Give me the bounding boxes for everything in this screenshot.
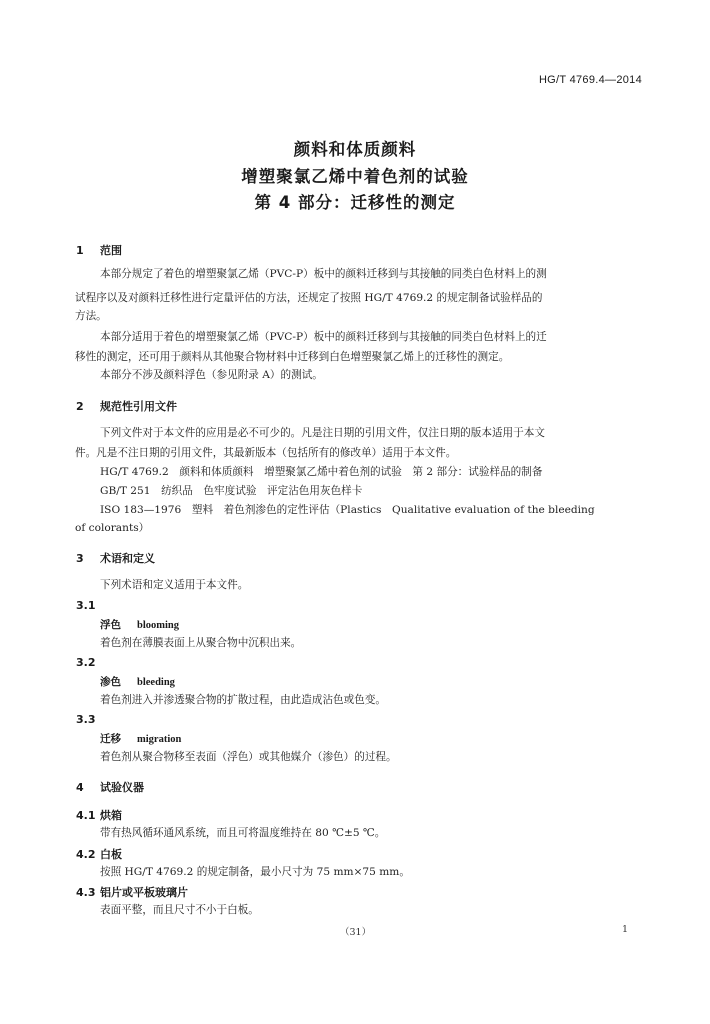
section-3-intro: 下列术语和定义适用于本文件。 xyxy=(100,579,249,591)
document-title-line1: 颜料和体质颜料 xyxy=(293,140,417,159)
footer-sequence: （31） xyxy=(340,927,372,938)
section-1-para2-line1: 本部分适用于着色的增塑聚氯乙烯（PVC-P）板中的颜料迁移到与其接触的同类白色材料上的迁 xyxy=(100,331,547,343)
section-2-heading xyxy=(76,398,177,414)
item-title: 烘箱 xyxy=(100,809,122,822)
item-4-2-heading xyxy=(76,846,122,862)
item-number: 4.1 xyxy=(76,809,96,822)
section-title: 试验仪器 xyxy=(100,781,144,794)
section-1-para1-line2: 试程序以及对颜料迁移性进行定量评估的方法，还规定了按照 HG/T 4769.2 的规定制备试验样品的 xyxy=(75,292,543,304)
item-title: 白板 xyxy=(100,848,122,861)
section-1-para1-line3: 方法。 xyxy=(75,310,107,322)
item-4-2-text: 按照 HG/T 4769.2 的规定制备，最小尺寸为 75 mm×75 mm。 xyxy=(100,866,410,878)
term-en: bleeding xyxy=(137,677,175,688)
term-blooming xyxy=(100,617,179,632)
document-title-line3: 第 4 部分：迁移性的测定 xyxy=(254,193,456,212)
term-bleeding xyxy=(100,674,175,689)
section-number: 4 xyxy=(76,781,84,794)
term-definition: 着色剂进入并渗透聚合物的扩散过程，由此造成沾色或色变。 xyxy=(100,694,387,706)
item-number: 4.2 xyxy=(76,848,96,861)
page-number: 1 xyxy=(622,924,629,935)
section-number: 2 xyxy=(76,400,84,413)
standard-code: HG/T 4769.4—2014 xyxy=(538,74,642,86)
section-1-para3: 本部分不涉及颜料浮色（参见附录 A）的测试。 xyxy=(100,369,323,381)
reference-hgt-4769-2: HG/T 4769.2 颜料和体质颜料 增塑聚氯乙烯中着色剂的试验 第 2 部分：试验样品的制备 xyxy=(100,466,543,478)
term-definition: 着色剂从聚合物移至表面（浮色）或其他媒介（渗色）的过程。 xyxy=(100,751,397,763)
section-4-heading xyxy=(76,779,144,795)
document-title-line2: 增塑聚氯乙烯中着色剂的试验 xyxy=(241,167,469,186)
section-3-heading xyxy=(76,550,155,566)
term-number: 3.3 xyxy=(76,713,96,726)
section-title: 术语和定义 xyxy=(100,552,155,565)
section-number: 3 xyxy=(76,552,84,565)
term-number: 3.1 xyxy=(76,599,96,612)
reference-iso-183-line1: ISO 183—1976 塑料 着色剂渗色的定性评估（Plastics Qualitative evaluation of the bleeding xyxy=(100,504,595,516)
term-cn: 浮色 xyxy=(100,619,121,631)
term-cn: 迁移 xyxy=(100,733,121,745)
term-definition: 着色剂在薄膜表面上从聚合物中沉积出来。 xyxy=(100,637,302,649)
section-1-heading xyxy=(76,242,122,258)
item-4-1-text: 带有热风循环通风系统，而且可将温度维持在 80 ℃±5 ℃。 xyxy=(100,827,386,839)
term-cn: 渗色 xyxy=(100,676,121,688)
section-1-para1-line1: 本部分规定了着色的增塑聚氯乙烯（PVC-P）板中的颜料迁移到与其接触的同类白色材料上的测 xyxy=(100,268,547,280)
term-number: 3.2 xyxy=(76,656,96,669)
term-migration xyxy=(100,731,181,746)
section-title: 规范性引用文件 xyxy=(100,400,177,413)
section-2-para1-line1: 下列文件对于本文件的应用是必不可少的。凡是注日期的引用文件，仅注日期的版本适用于本文 xyxy=(100,427,545,439)
section-number: 1 xyxy=(76,244,84,257)
reference-gbt-251: GB/T 251 纺织品 色牢度试验 评定沾色用灰色样卡 xyxy=(100,485,363,497)
term-en: blooming xyxy=(137,620,180,631)
item-number: 4.3 xyxy=(76,886,96,899)
reference-iso-183-line2: of colorants） xyxy=(75,522,150,534)
item-title: 铝片或平板玻璃片 xyxy=(100,886,188,899)
item-4-1-heading xyxy=(76,807,122,823)
section-title: 范围 xyxy=(100,244,122,257)
item-4-3-text: 表面平整，而且尺寸不小于白板。 xyxy=(100,904,259,916)
item-4-3-heading xyxy=(76,884,188,900)
section-1-para2-line2: 移性的测定，还可用于颜料从其他聚合物材料中迁移到白色增塑聚氯乙烯上的迁移性的测定。 xyxy=(75,351,510,363)
section-2-para1-line2: 件。凡是不注日期的引用文件，其最新版本（包括所有的修改单）适用于本文件。 xyxy=(75,447,457,459)
term-en: migration xyxy=(137,734,182,745)
